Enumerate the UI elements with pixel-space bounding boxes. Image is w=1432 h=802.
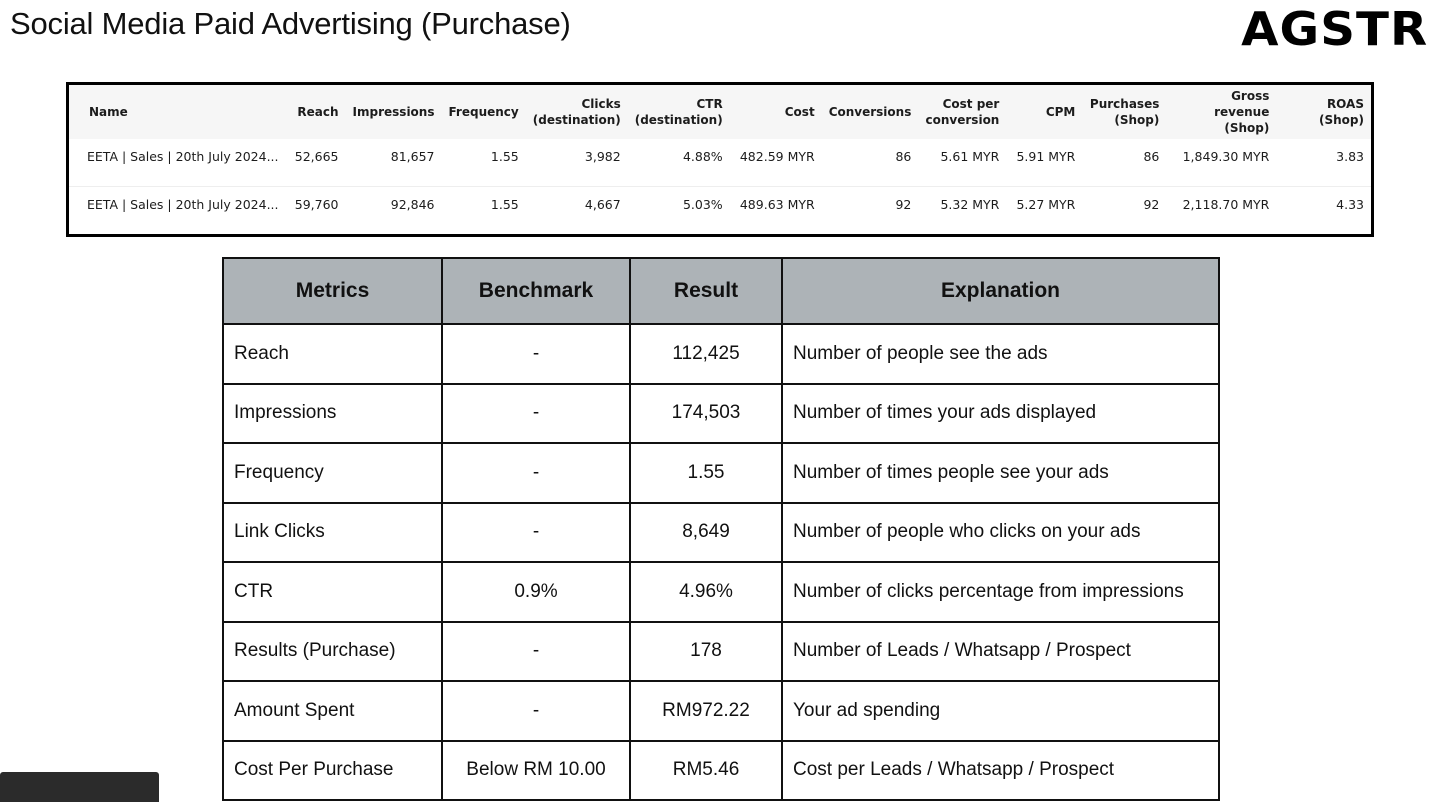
cell-gross-revenue: 2,118.70 MYR bbox=[1182, 196, 1270, 212]
metrics-row bbox=[223, 384, 1219, 444]
col-purchases[interactable]: Purchases (Shop) bbox=[1082, 85, 1166, 139]
metric-explanation: Number of clicks percentage from impressions bbox=[782, 562, 1219, 622]
metric-benchmark: - bbox=[442, 681, 630, 741]
cell-clicks: 3,982 bbox=[526, 139, 628, 186]
cell-cost: 482.59 MYR bbox=[730, 139, 822, 186]
metric-result: 1.55 bbox=[630, 443, 782, 503]
metrics-header-row bbox=[223, 258, 1219, 324]
metric-explanation: Number of times people see your ads bbox=[782, 443, 1219, 503]
cell-ctr: 5.03% bbox=[682, 196, 723, 212]
cell-cost: 489.63 MYR bbox=[739, 196, 815, 212]
ads-header-row bbox=[69, 85, 1371, 139]
col-gross-revenue[interactable]: Gross revenue (Shop) bbox=[1166, 85, 1276, 139]
page-title: Social Media Paid Advertising (Purchase) bbox=[10, 6, 571, 41]
metric-name: Reach bbox=[223, 324, 442, 384]
cell-conversions: 92 bbox=[895, 196, 912, 212]
col-cpm[interactable]: CPM bbox=[1006, 85, 1082, 139]
cell-cost-per-conversion: 5.32 MYR bbox=[940, 196, 1000, 212]
metric-name: Impressions bbox=[223, 384, 442, 444]
cell-cpm: 5.91 MYR bbox=[1006, 139, 1082, 186]
cell-roas: 4.33 bbox=[1336, 196, 1364, 212]
cell-impressions: 92,846 bbox=[390, 196, 435, 212]
metric-benchmark: - bbox=[442, 443, 630, 503]
cell-ctr: 4.88% bbox=[628, 139, 730, 186]
metric-result: 4.96% bbox=[630, 562, 782, 622]
metric-name: CTR bbox=[223, 562, 442, 622]
metric-explanation: Number of times your ads displayed bbox=[782, 384, 1219, 444]
metric-name: Amount Spent bbox=[223, 681, 442, 741]
metric-name: Results (Purchase) bbox=[223, 622, 442, 682]
cell-frequency: 1.55 bbox=[442, 139, 526, 186]
metric-benchmark: - bbox=[442, 384, 630, 444]
col-roas[interactable]: ROAS (Shop) bbox=[1276, 85, 1371, 139]
metric-result: 174,503 bbox=[630, 384, 782, 444]
col-name[interactable]: Name bbox=[69, 85, 286, 139]
metric-benchmark: - bbox=[442, 622, 630, 682]
header-result: Result bbox=[630, 258, 782, 324]
metrics-summary-table bbox=[222, 257, 1220, 801]
header-explanation: Explanation bbox=[782, 258, 1219, 324]
cell-purchases: 86 bbox=[1082, 139, 1166, 186]
metric-explanation: Your ad spending bbox=[782, 681, 1219, 741]
col-impressions[interactable]: Impressions bbox=[346, 85, 442, 139]
metric-benchmark: Below RM 10.00 bbox=[442, 741, 630, 801]
cell-conversions: 86 bbox=[822, 139, 919, 186]
table-row[interactable] bbox=[69, 139, 1371, 186]
cell-name[interactable]: EETA | Sales | 20th July 2024... bbox=[69, 139, 286, 186]
cell-frequency: 1.55 bbox=[490, 196, 519, 212]
header-benchmark: Benchmark bbox=[442, 258, 630, 324]
metric-result: 112,425 bbox=[630, 324, 782, 384]
cell-purchases: 92 bbox=[1143, 196, 1160, 212]
metric-name: Frequency bbox=[223, 443, 442, 503]
metric-explanation: Number of people who clicks on your ads bbox=[782, 503, 1219, 563]
col-reach[interactable]: Reach bbox=[286, 85, 346, 139]
metrics-row bbox=[223, 324, 1219, 384]
cell-reach: 52,665 bbox=[286, 139, 346, 186]
metrics-row bbox=[223, 622, 1219, 682]
cell-impressions: 81,657 bbox=[346, 139, 442, 186]
col-cost[interactable]: Cost bbox=[730, 85, 822, 139]
cell-reach: 59,760 bbox=[294, 196, 339, 212]
metric-benchmark: 0.9% bbox=[442, 562, 630, 622]
cell-cpm: 5.27 MYR bbox=[1016, 196, 1076, 212]
col-frequency[interactable]: Frequency bbox=[442, 85, 526, 139]
metric-benchmark: - bbox=[442, 324, 630, 384]
metric-explanation: Number of people see the ads bbox=[782, 324, 1219, 384]
cell-cost-per-conversion: 5.61 MYR bbox=[918, 139, 1006, 186]
metrics-row bbox=[223, 503, 1219, 563]
metric-result: 8,649 bbox=[630, 503, 782, 563]
agstr-logo: AGSTR bbox=[1240, 2, 1428, 56]
table-row[interactable] bbox=[69, 186, 1371, 233]
metric-explanation: Number of Leads / Whatsapp / Prospect bbox=[782, 622, 1219, 682]
metrics-row bbox=[223, 443, 1219, 503]
cell-name[interactable]: EETA | Sales | 20th July 2024... bbox=[87, 196, 279, 212]
metric-result: RM5.46 bbox=[630, 741, 782, 801]
cell-gross-revenue: 1,849.30 MYR bbox=[1166, 139, 1276, 186]
metric-explanation: Cost per Leads / Whatsapp / Prospect bbox=[782, 741, 1219, 801]
ads-results-table-frame bbox=[66, 82, 1374, 237]
metric-name: Cost Per Purchase bbox=[223, 741, 442, 801]
col-cost-per-conversion[interactable]: Cost per conversion bbox=[918, 85, 1006, 139]
metric-result: 178 bbox=[630, 622, 782, 682]
metrics-row bbox=[223, 681, 1219, 741]
col-clicks[interactable]: Clicks (destination) bbox=[526, 85, 628, 139]
metric-result: RM972.22 bbox=[630, 681, 782, 741]
dark-corner-box bbox=[0, 772, 159, 802]
header-metrics: Metrics bbox=[223, 258, 442, 324]
ads-results-table bbox=[69, 85, 1371, 233]
cell-clicks: 4,667 bbox=[584, 196, 621, 212]
metrics-row bbox=[223, 562, 1219, 622]
metric-benchmark: - bbox=[442, 503, 630, 563]
metrics-row bbox=[223, 741, 1219, 801]
metric-name: Link Clicks bbox=[223, 503, 442, 563]
col-conversions[interactable]: Conversions bbox=[822, 85, 919, 139]
cell-roas: 3.83 bbox=[1276, 139, 1371, 186]
col-ctr[interactable]: CTR (destination) bbox=[628, 85, 730, 139]
